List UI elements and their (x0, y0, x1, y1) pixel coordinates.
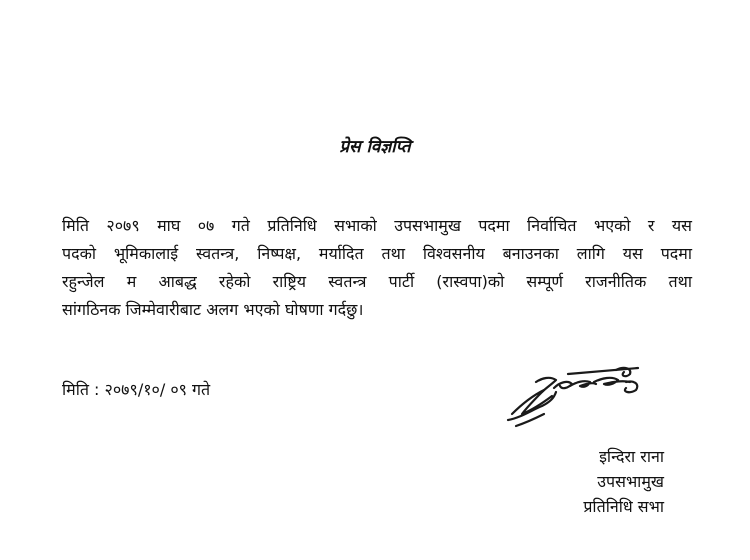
signatory-block (583, 444, 664, 519)
signatory-position: उपसभामुख (597, 472, 664, 491)
statement-line: रहुन्जेल म आबद्ध रहेको राष्ट्रिय स्वतन्त्र पार्टी (रास्वपा)को सम्पूर्ण राजनीतिक तथा (62, 272, 692, 291)
statement-paragraph (62, 212, 692, 324)
signatory-organization: प्रतिनिधि सभा (583, 497, 664, 516)
statement-line: पदको भूमिकालाई स्वतन्त्र, निष्पक्ष, मर्यादित तथा विश्वसनीय बनाउनका लागि यस पदमा (62, 244, 692, 263)
date-line: मिति : २०७९/१०/ ०९ गते (62, 380, 211, 399)
signatory-name: इन्दिरा राना (599, 447, 664, 466)
statement-line: सांगठिनक जिम्मेवारीबाट अलग भएको घोषणा गर्दछु। (62, 300, 364, 319)
handwritten-signature (498, 352, 658, 438)
document-title: प्रेस विज्ञप्ति (339, 137, 411, 157)
statement-line: मिति २०७९ माघ ०७ गते प्रतिनिधि सभाको उपसभामुख पदमा निर्वाचित भएको र यस (62, 216, 692, 235)
